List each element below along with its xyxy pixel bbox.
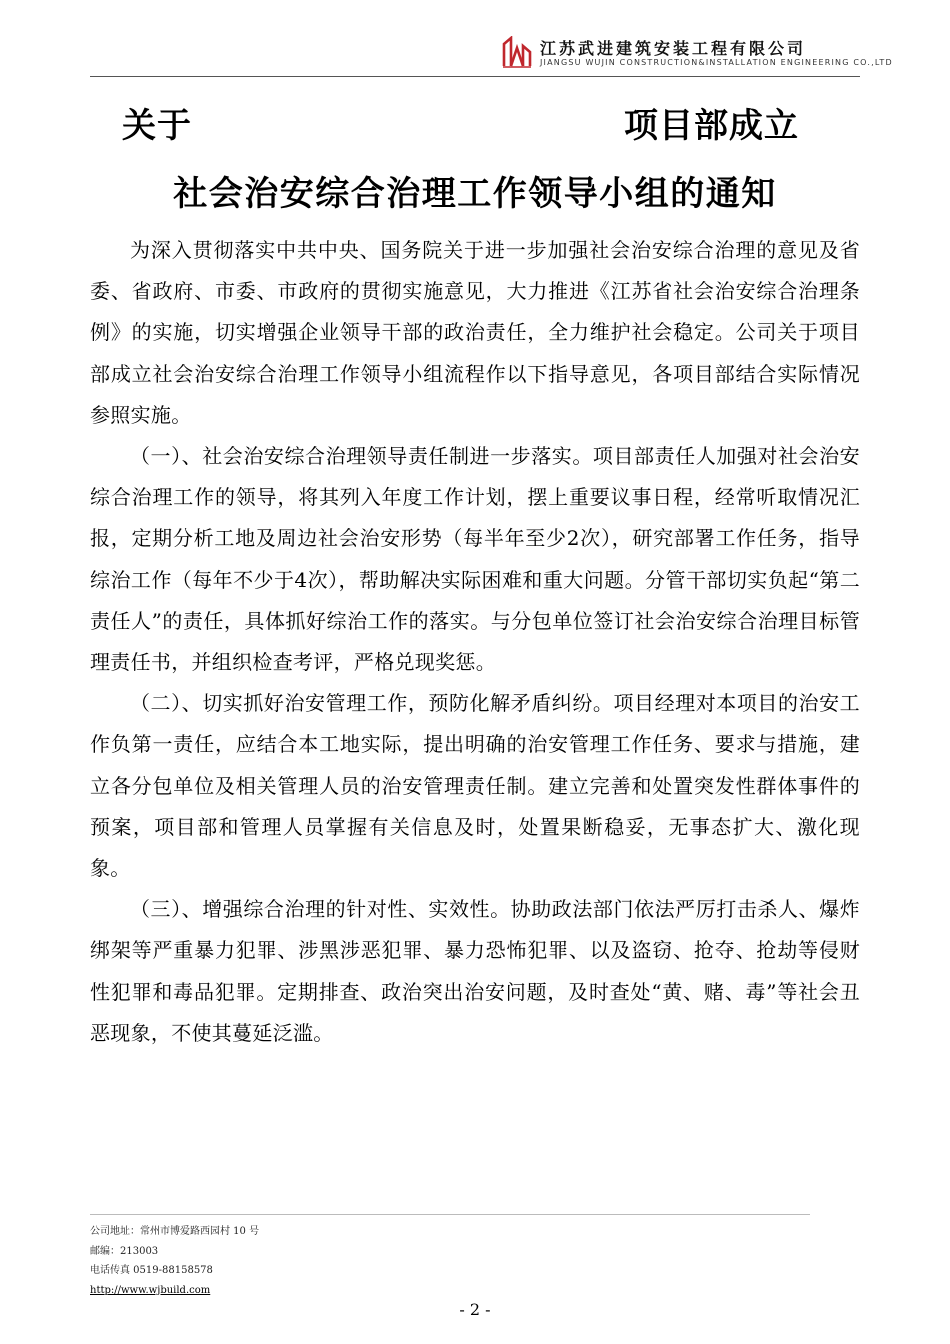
footer-postcode: 邮编：213003	[90, 1245, 159, 1257]
company-logo-icon	[502, 36, 532, 68]
paragraph-section-2: （二）、切实抓好治安管理工作，预防化解矛盾纠纷。项目经理对本项目的治安工作负第一责任，应结合本工地实际，提出明确的治安管理工作任务、要求与措施，建立各分包单位及相关管理人员的治安管理责任制。建立完善和处置突发性群体事件的预案，项目部和管理人员掌握有关信息及时，处置果断稳妥，无事态扩大、激化现象。	[90, 691, 860, 881]
paragraph-section-3: （三）、增强综合治理的针对性、实效性。协助政法部门依法严厉打击杀人、爆炸绑架等严重暴力犯罪、涉黑涉恶犯罪、暴力恐怖犯罪、以及盗窃、抢夺、抢劫等侵财性犯罪和毒品犯罪。定期排查、政治突出治安问题，及时查处“黄、赌、毒”等社会丑恶现象，不使其蔓延泛滥。	[90, 897, 860, 1045]
notice-body	[90, 230, 860, 1054]
letterhead	[90, 30, 893, 78]
footer-phone: 电话传真 0519-88158578	[90, 1265, 213, 1276]
title-line1-right: 项目部成立	[624, 106, 799, 146]
footer-contact	[90, 1222, 259, 1300]
title-line1-left: 关于	[122, 106, 192, 146]
header-divider	[90, 76, 860, 77]
page-number: - 2 -	[459, 1300, 491, 1319]
title-line2: 社会治安综合治理工作领导小组的通知	[173, 174, 777, 214]
paragraph-intro: 为深入贯彻落实中共中央、国务院关于进一步加强社会治安综合治理的意见及省委、省政府、市委、市政府的贯彻实施意见，大力推进《江苏省社会治安综合治理条例》的实施，切实增强企业领导干部的政治责任，全力维护社会稳定。公司关于项目部成立社会治安综合治理工作领导小组流程作以下指导意见，各项目部结合实际情况参照实施。	[90, 238, 860, 427]
footer-divider	[90, 1214, 810, 1215]
footer-address: 公司地址：常州市博爱路西园村 10 号	[90, 1226, 260, 1237]
company-name-cn: 江苏武进建筑安装工程有限公司	[540, 39, 807, 58]
footer-website-link[interactable]: http://www.wjbuild.com	[90, 1284, 211, 1296]
paragraph-section-1: （一）、社会治安综合治理领导责任制进一步落实。项目部责任人加强对社会治安综合治理工作的领导，将其列入年度工作计划，摆上重要议事日程，经常听取情况汇报，定期分析工地及周边社会治安形势（每半年至少2次），研究部署工作任务，指导综治工作（每年不少于4次），帮助解决实际困难和重大问题。分管干部切实负起“第二责任人”的责任，具体抓好综治工作的落实。与分包单位签订社会治安综合治理目标管理责任书，并组织检查考评，严格兑现奖惩。	[90, 444, 860, 675]
company-name-en: JIANGSU WUJIN CONSTRUCTION&INSTALLATION ENGINEERING CO.,LTD	[540, 58, 893, 67]
